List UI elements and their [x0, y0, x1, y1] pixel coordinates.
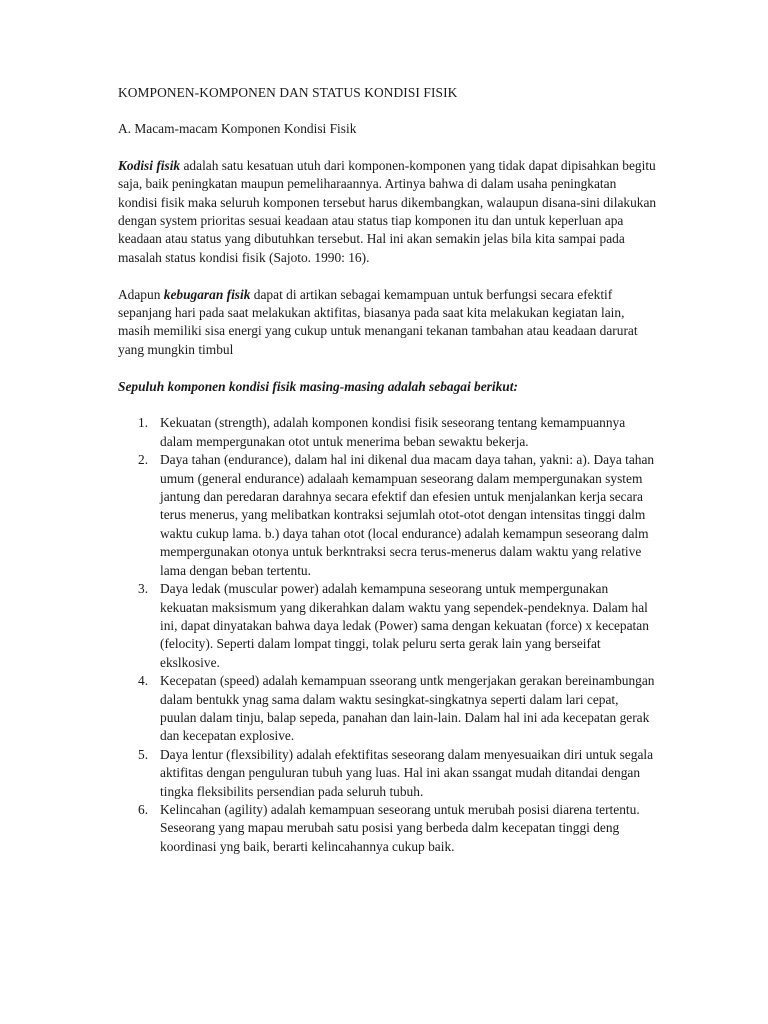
document-title: KOMPONEN-KOMPONEN DAN STATUS KONDISI FISIK — [118, 85, 458, 100]
paragraph-kondisi-fisik — [118, 157, 658, 267]
list-item — [118, 451, 658, 580]
list-item — [118, 672, 658, 746]
list-item-text: Kekuatan (strength), adalah komponen kondisi fisik seseorang tentang kemampuannya dalam mempergunakan otot untuk menerima beban sewaktu bekerja. — [160, 415, 626, 449]
list-item-number: 1. — [138, 415, 149, 431]
list-item — [118, 746, 658, 801]
list-item-number: 5. — [138, 746, 149, 762]
list-item-number: 4. — [138, 673, 149, 689]
list-heading: Sepuluh komponen kondisi fisik masing-masing adalah sebagai berikut: — [118, 378, 518, 394]
list-item-text: Daya ledak (muscular power) adalah kemampuna seseorang untuk mempergunakan kekuatan maksismum yang dikerahkan dalam waktu yang sependek-pendeknya. Dalam hal ini, dapat dinyatakan bahwa daya ledak (Power) sama dengan kekuatan (force) x kecepatan (felocity). Seperti dalam lompat tinggi, tolak peluru serta gerak lain yang berseifat ekslkosive. — [160, 581, 649, 670]
list-item-number: 2. — [138, 452, 149, 468]
list-item-text: Daya tahan (endurance), dalam hal ini dikenal dua macam daya tahan, yakni: a). Daya tahan umum (general endurance) adalaah kemampuan seseorang dalam mempergunakan system jantung dan peredaran darahnya secara efektif dan efesien untuk menjalankan kerja secara terus menerus, yang melibatkan kontraksi sejumlah otot-otot dengan intensitas tinggi dalm waktu cukup lama. b.) daya tahan otot (local endurance) adalah kemampun seseorang dalm mempergunakan otonya untuk berkntraksi secra terus-menerus dalam waktu yang relative lama dengan beban tertentu. — [160, 452, 655, 578]
list-item — [118, 801, 658, 856]
list-item-text: Daya lentur (flexsibility) adalah efektifitas seseorang dalam menyesuaikan diri untuk segala aktifitas dengan penguluran tubuh yang luas. Hal ini akan ssangat mudah ditandai dengan tingka fleksibilits persendian pada seluruh tubuh. — [160, 746, 654, 799]
list-item — [118, 580, 658, 672]
list-item-text: Kelincahan (agility) adalah kemampuan seseorang untuk merubah posisi diarena tertentu. Seseorang yang mapau merubah satu posisi yang berbeda dalm kecepatan tinggi deng koordinasi yng baik, berarti kelincahannya cukup baik. — [160, 801, 640, 854]
term-kebugaran-fisik: kebugaran fisik — [163, 286, 251, 302]
paragraph-text: dapat di artikan sebagai kemampuan untuk berfungsi secara efektif sepanjang hari pada saat melakukan aktifitas, biasanya pada saat kita melakukan kegiatan lain, masih memiliki sisa energi yang cukup untuk menangani tekanan tambahan atau keadaan darurat yang mungkin timbul — [118, 286, 638, 357]
term-kondisi-fisik: Kodisi fisik — [118, 157, 181, 173]
component-list — [118, 414, 658, 856]
list-item-number: 3. — [138, 581, 149, 597]
section-heading: A. Macam-macam Komponen Kondisi Fisik — [118, 121, 357, 137]
list-item — [118, 414, 658, 451]
list-item-number: 6. — [138, 801, 149, 817]
list-item-text: Kecepatan (speed) adalah kemampuan sseorang untk mengerjakan gerakan bereinambungan dalam bentukk ynag sama dalam waktu sesingkat-singkatnya seperti dalam lari cepat, puulan dalam tinju, balap sepeda, panahan dan lain-lain. Dalam hal ini ada kecepatan gerak dan kecepatan explosive. — [160, 673, 655, 744]
paragraph-prefix: Adapun — [118, 286, 164, 302]
paragraph-text: adalah satu kesatuan utuh dari komponen-komponen yang tidak dapat dipisahkan begitu saja, baik peningkatan maupun pemeliharaannya. Artinya bahwa di dalam usaha peningkatan kondisi fisik maka seluruh komponen tersebut harus dikembangkan, walaupun disana-sini dilakukan dengan system prioritas sesuai keadaan atau status tiap komponen itu dan untuk keperluan apa keadaan atau status yang dibutuhkan tersebut. Hal ini akan semakin jelas bila kita sampai pada masalah status kondisi fisik (Sajoto. 1990: 16). — [118, 157, 657, 265]
paragraph-kebugaran-fisik — [118, 286, 658, 360]
document-body — [118, 84, 658, 856]
